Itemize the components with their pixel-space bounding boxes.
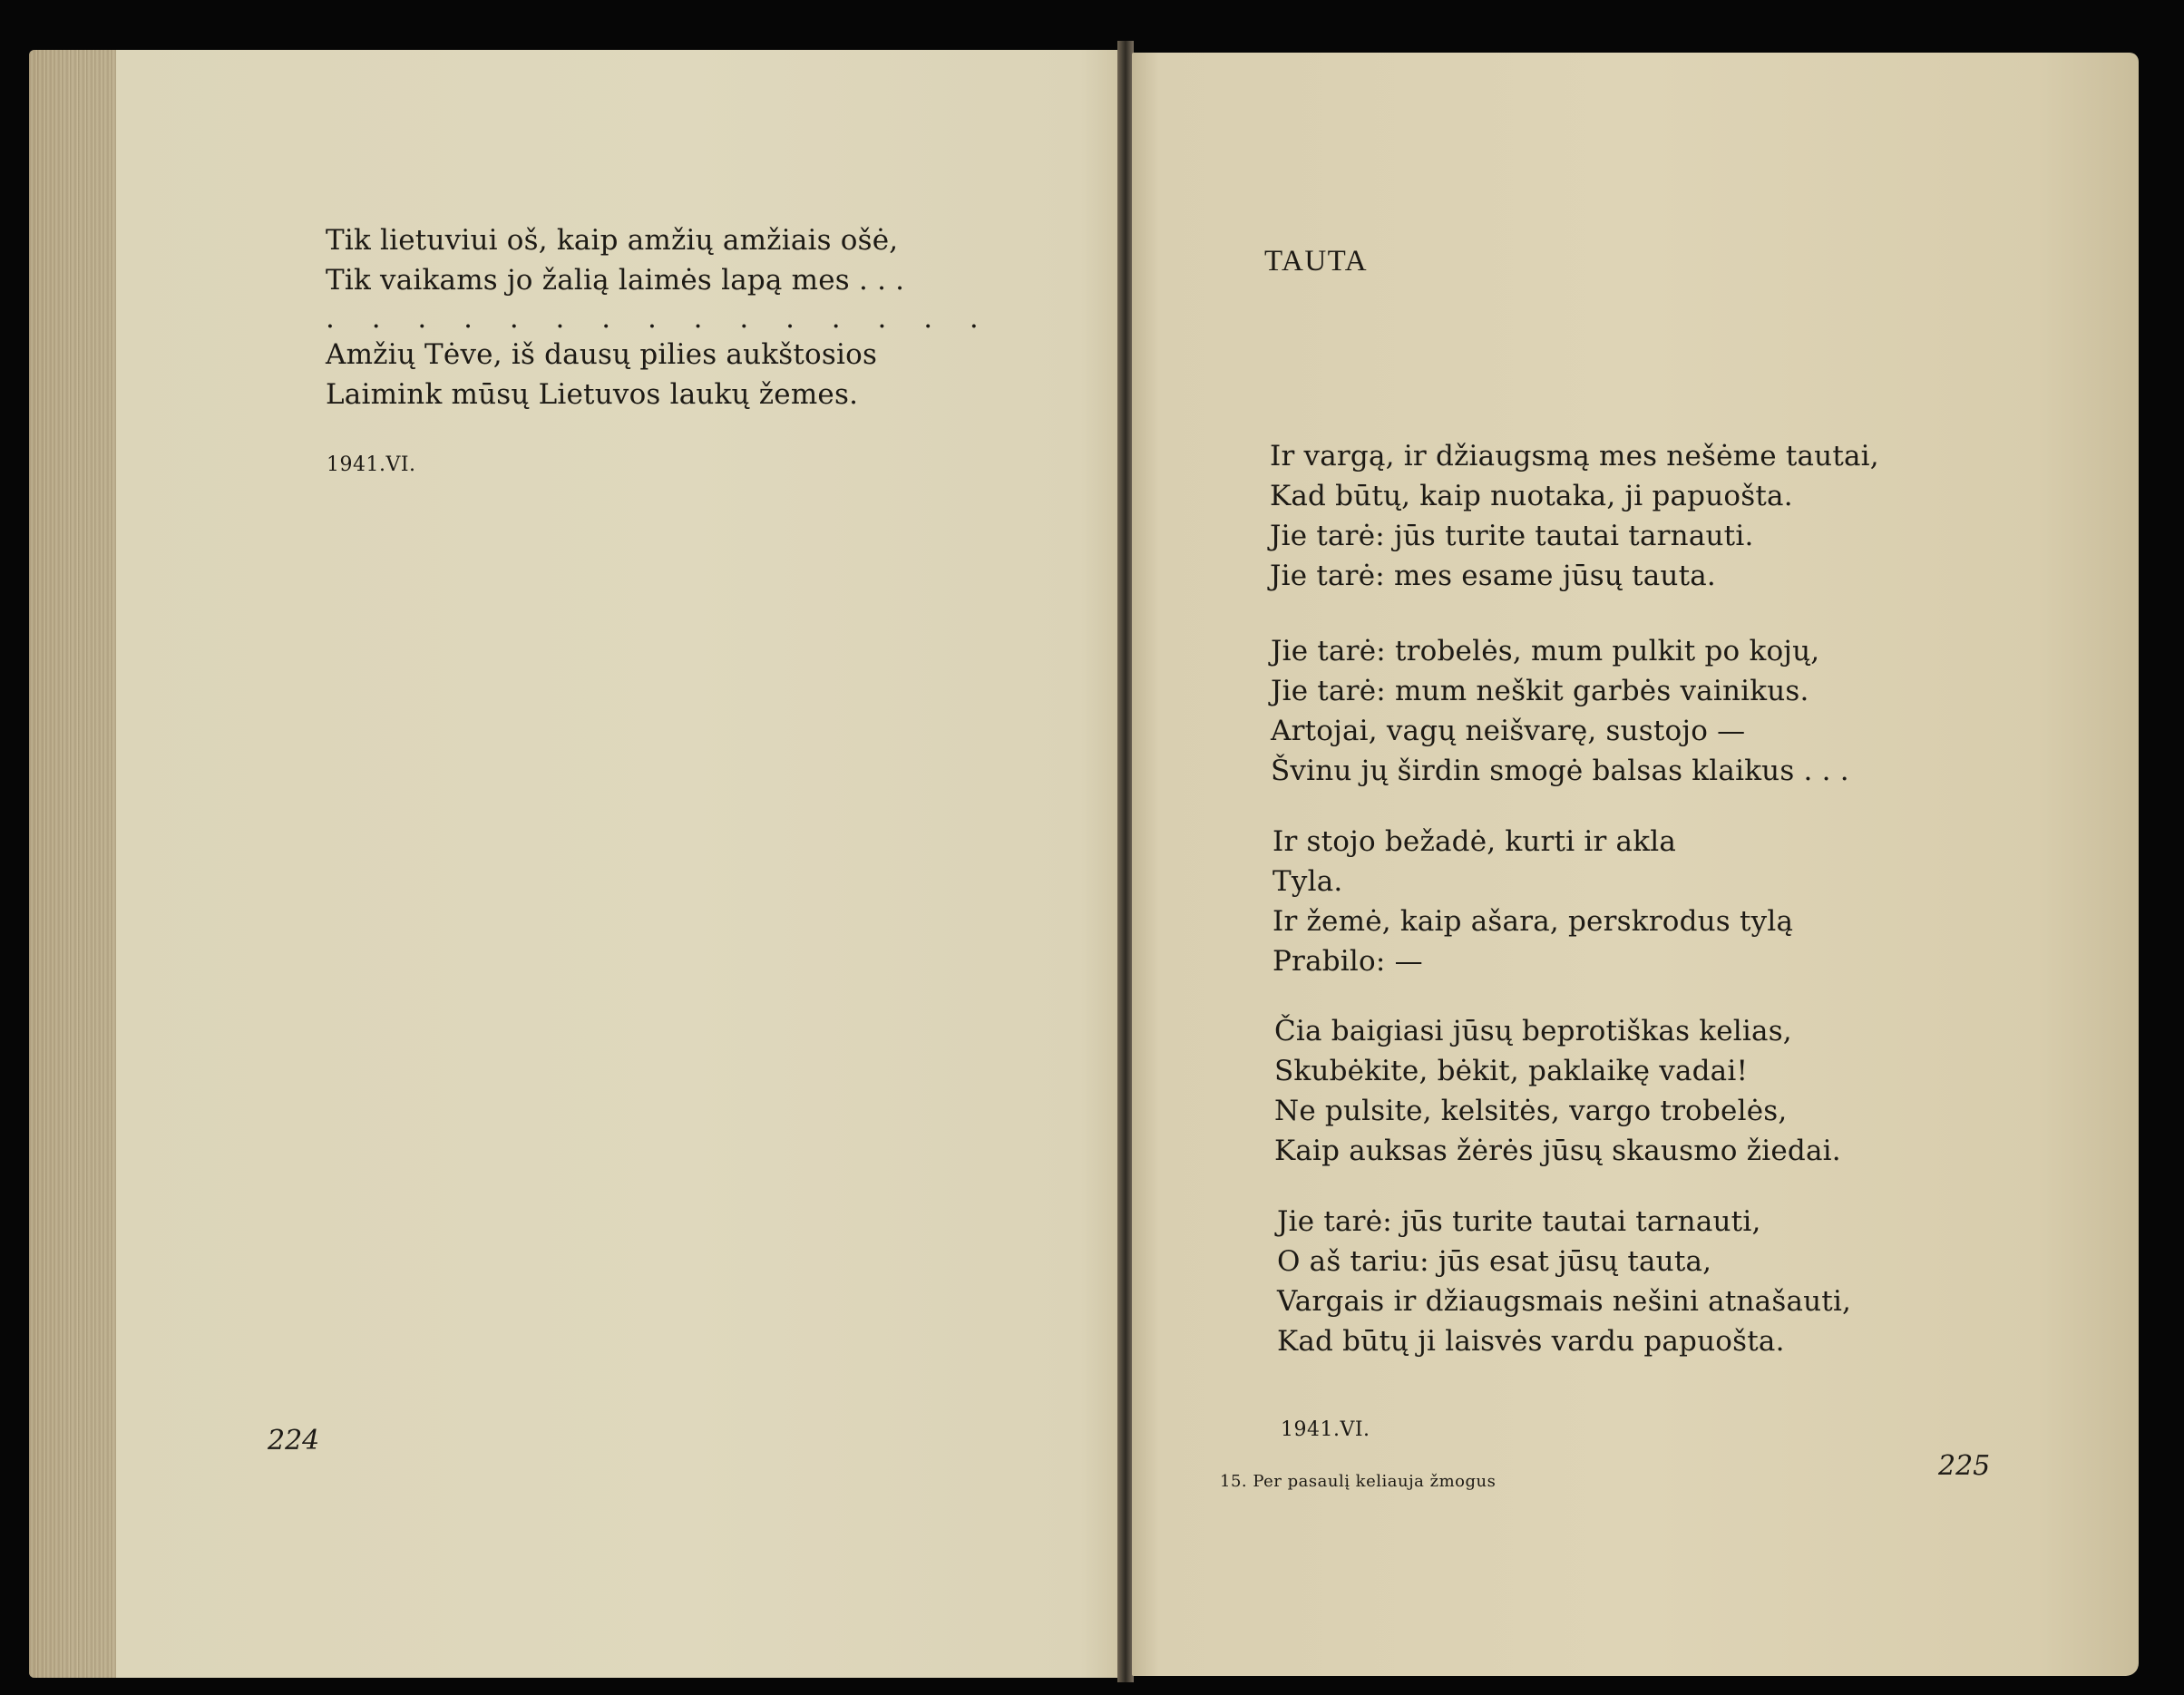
verse-line: Jie tarė: trobelės, mum pulkit po kojų, [1271,635,1820,667]
verse-line: Tik lietuviui oš, kaip amžių amžiais ošė, [326,224,899,257]
verse-line: Ir stojo bežadė, kurti ir akla [1272,825,1677,858]
page-edge-stack [29,50,116,1678]
verse-line: Prabilo: — [1272,945,1423,978]
right-stanza-5 [1277,1202,1851,1361]
verse-line: Kad būtų ji laisvės vardu papuošta. [1277,1325,1785,1358]
verse-line: Skubėkite, bėkit, paklaikę vadai! [1274,1055,1749,1087]
verse-line: Vargais ir džiaugsmais nešini atnašauti, [1277,1285,1852,1318]
right-page [1132,53,2139,1676]
right-date: 1941.VI. [1281,1418,1370,1441]
signature-footer: 15. Per pasaulį keliauja žmogus [1220,1472,1497,1491]
left-page-number: 224 [268,1425,320,1456]
verse-line: Kaip auksas žėrės jūsų skausmo žiedai. [1274,1135,1841,1167]
left-date: 1941.VI. [327,453,416,476]
verse-line: Tik vaikams jo žalią laimės lapą mes . . . [326,264,905,297]
verse-line: Čia baigiasi jūsų beprotiškas kelias, [1274,1015,1792,1047]
verse-line: Jie tarė: mum neškit garbės vainikus. [1271,675,1809,707]
verse-line: Laimink mūsų Lietuvos laukų žemes. [326,378,859,411]
right-page-number: 225 [1938,1450,1991,1482]
poem-title: TAUTA [1264,245,1369,278]
verse-line: Ir vargą, ir džiaugsmą mes nešėme tautai, [1270,440,1879,472]
verse-line: Ne pulsite, kelsitės, vargo trobelės, [1274,1095,1788,1127]
left-page [29,50,1125,1678]
right-stanza-4 [1274,1011,1841,1171]
left-stanza-1 [326,220,904,300]
verse-line: Artojai, vagų neišvarę, sustojo — [1271,715,1746,747]
right-stanza-2 [1271,631,1849,791]
verse-line: Ir žemė, kaip ašara, perskrodus tylą [1272,905,1794,938]
verse-line: O aš tariu: jūs esat jūsų tauta, [1277,1245,1712,1278]
verse-line: Jie tarė: mes esame jūsų tauta. [1270,560,1716,592]
verse-line: Amžių Tėve, iš dausų pilies aukštosios [326,338,878,371]
right-stanza-3 [1272,822,1793,981]
left-stanza-2 [326,335,877,414]
verse-line: Jie tarė: jūs turite tautai tarnauti. [1270,520,1754,552]
verse-line: Jie tarė: jūs turite tautai tarnauti, [1277,1205,1761,1238]
right-stanza-1 [1270,436,1879,596]
verse-line: Švinu jų širdin smogė balsas klaikus . . . [1271,755,1849,787]
ellipsis-row: . . . . . . . . . . . . . . . [326,302,993,335]
verse-line: Kad būtų, kaip nuotaka, ji papuošta. [1270,480,1793,512]
verse-line: Tyla. [1272,865,1343,898]
